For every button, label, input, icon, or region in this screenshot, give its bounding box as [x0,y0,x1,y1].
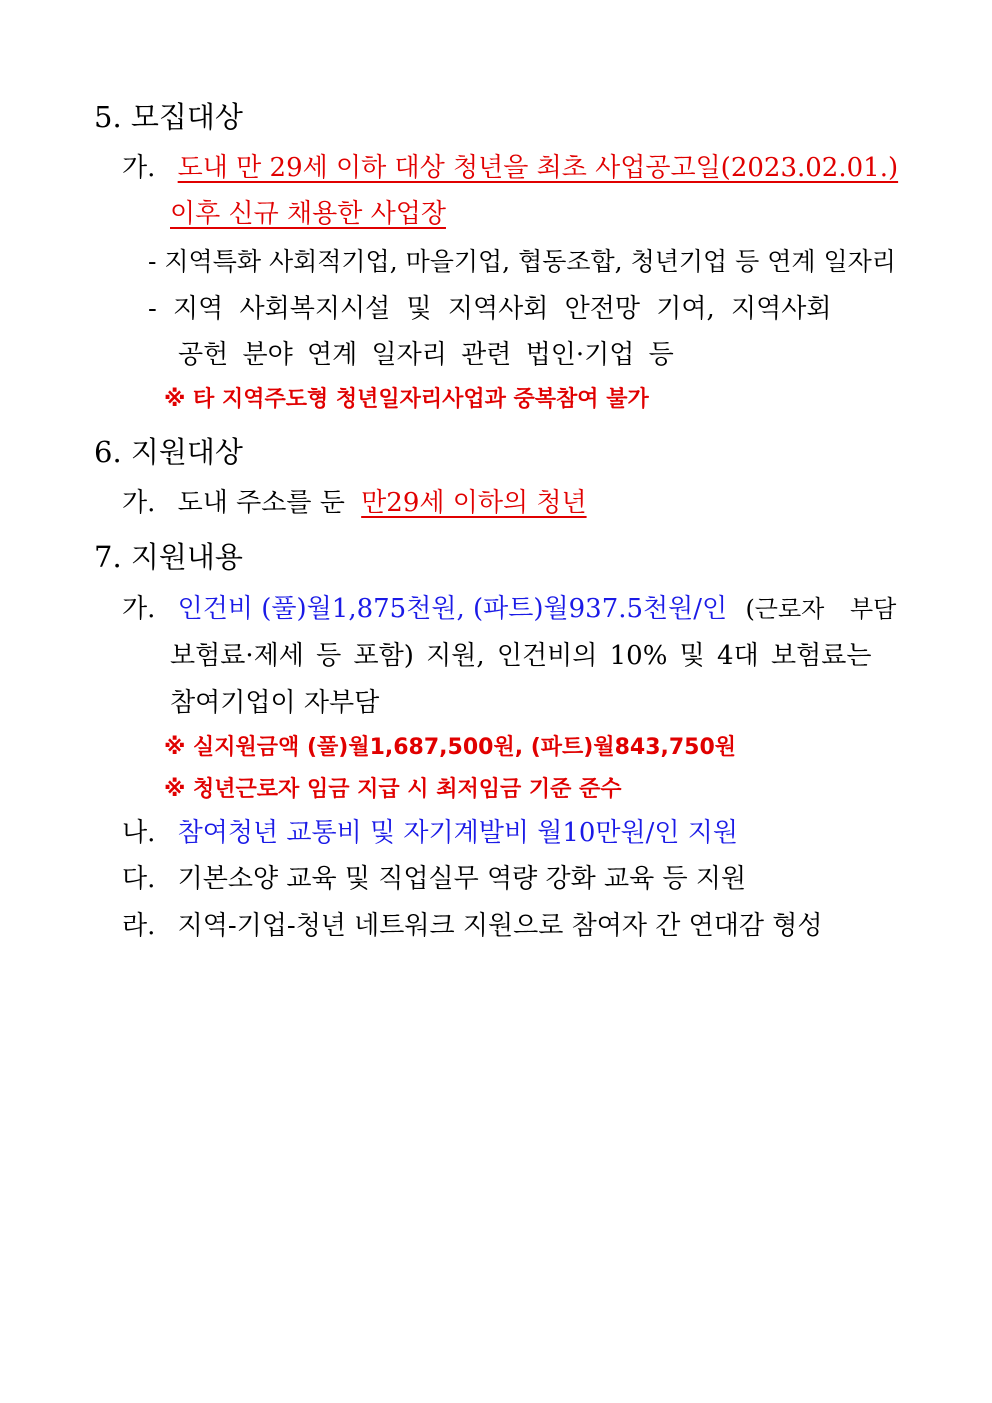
section-7-item-a-line3: 참여기업이 자부담 [170,688,380,718]
item-marker: 가. [122,153,156,183]
item-marker: 나. [122,818,156,848]
labor-cost-rest: (근로자 부담 [745,595,897,623]
section-5-dash-1: - 지역특화 사회적기업, 마을기업, 협동조합, 청년기업 등 연계 일자리 [148,247,896,276]
item-marker: 가. [122,594,156,624]
section-5-note: ※ 타 지역주도형 청년일자리사업과 중복참여 불가 [164,387,649,412]
recruit-target-highlight-line2: 이후 신규 채용한 사업장 [170,199,446,229]
support-target-highlight: 만29세 이하의 청년 [361,488,587,518]
item-marker: 다. [122,864,156,894]
education-support-text: 기본소양 교육 및 직업실무 역량 강화 교육 등 지원 [177,864,747,894]
section-5-dash-2-line1: - 지역 사회복지시설 및 지역사회 안전망 기여, 지역사회 [148,294,832,324]
section-5-dash-2-line2: 공헌 분야 연계 일자리 관련 법인·기업 등 [178,340,674,370]
section-7-item-c [122,866,746,892]
section-7-item-b [122,820,738,846]
section-7-note-1: ※ 실지원금액 (풀)월1,687,500원, (파트)월843,750원 [164,735,737,760]
section-7-title: 7. 지원내용 [94,540,243,574]
section-5-title: 5. 모집대상 [94,100,243,134]
section-7-item-d [122,913,822,939]
transport-allowance-highlight: 참여청년 교통비 및 자기계발비 월10만원/인 지원 [177,818,739,848]
section-6-item-a [122,490,587,516]
section-7-note-2: ※ 청년근로자 임금 지급 시 최저임금 기준 준수 [164,777,622,802]
section-5-item-a [122,155,898,181]
section-7-item-a-line1 [122,596,896,622]
labor-cost-highlight: 인건비 (풀)월1,875천원, (파트)월937.5천원/인 [177,594,728,624]
item-marker: 가. [122,488,156,518]
item-marker: 라. [122,911,156,941]
support-target-prefix: 도내 주소를 둔 [177,488,345,518]
network-support-text: 지역-기업-청년 네트워크 지원으로 참여자 간 연대감 형성 [177,911,823,941]
recruit-target-highlight-line1: 도내 만 29세 이하 대상 청년을 최초 사업공고일(2023.02.01.) [177,153,899,183]
section-7-item-a-line2: 보험료·제세 등 포함) 지원, 인건비의 10% 및 4대 보험료는 [170,641,872,671]
section-6-title: 6. 지원대상 [94,435,243,469]
